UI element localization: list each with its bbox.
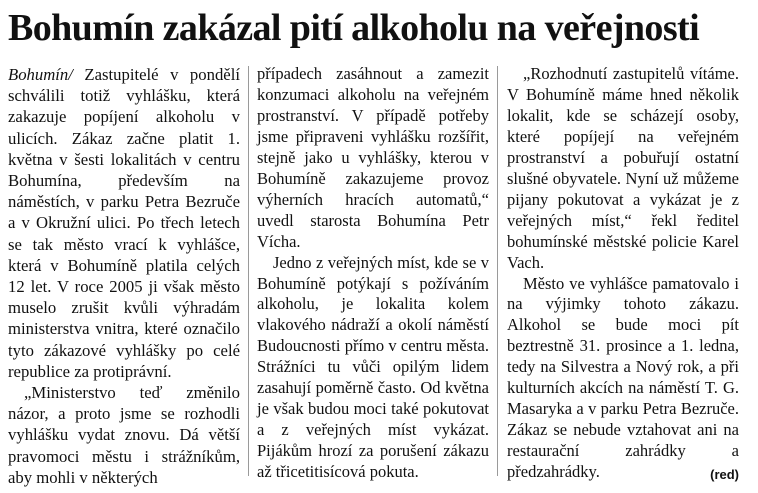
paragraph — [507, 274, 739, 484]
paragraph-text: Zastupitelé v pondělí schválili totiž vyhlášku, která zakazuje popíjení alkoholu v ulicích. Zákaz začne platit 1. května v šesti lokalitách v centru Bohumína, především na náměstích, v parku Petra Bezruče a v Okružní ulici. Po třech letech se tak město vrací k vyhlášce, která v Bohumíně platila celých 12 let. V roce 2005 ji však město muselo zrušit kvůli výhradám ministerstva vnitra, které označilo tyto zákazové vyhlášky po celé republice za protiprávní. — [8, 65, 240, 381]
author-signature: (red) — [710, 467, 739, 483]
headline: Bohumín zakázal pití alkoholu na veřejnosti — [8, 7, 700, 49]
paragraph-text: Město ve vyhlášce pamatovalo i na výjimky tohoto zákazu. Alkohol se bude moci pít beztrestně 31. prosince a 1. ledna, tedy na Silvestra a Nový rok, a při kulturních akcích na náměstí T. G. Masaryka a v parku Petra Bezruče. Zákaz se nebude vztahovat ani na restaurační zahrádky a předzahrádky. — [507, 273, 739, 482]
paragraph: „Rozhodnutí zastupitelů vítáme. V Bohumíně máme hned několik lokalit, kde se scházejí osoby, které popíjejí na veřejném prostranství a pobuřují ostatní slušné obyvatele. Nyní už můžeme pijany pokutovat a vykázat je z veřejných míst,“ řekl ředitel bohumínské městské policie Karel Vach. — [507, 64, 739, 272]
column-3 — [507, 64, 739, 486]
paragraph: případech zasáhnout a zamezit konzumaci alkoholu na veřejném prostranství. V případě potřeby jsme připraveni vyhlášku rozšířit, stejně jako u vyhlášky, kterou v Bohumíně zakazujeme provoz výherních hracích automatů,“ uvedl starosta Bohumína Petr Vícha. — [257, 64, 489, 251]
column-2 — [257, 64, 489, 483]
dateline: Bohumín/ — [8, 65, 73, 84]
paragraph: „Ministerstvo teď změnilo názor, a proto jsme se rozhodli vyhlášku vydat znovu. Dá větší pravomoci městu i strážníkům, aby mohli v některých — [8, 383, 240, 487]
paragraph — [8, 64, 240, 382]
paragraph: Jedno z veřejných míst, kde se v Bohumíně potýkají s požíváním alkoholu, je lokalita kolem vlakového nádraží a okolí náměstí Budoucnosti přímo v centru města. Strážníci tu vůči opilým lidem zasahují poměrně často. Od května je však budou moci také pokutovat a z veřejných míst vykázat. Pijákům hrozí za porušení zákazu až třicetitisícová pokuta. — [257, 252, 489, 482]
article-body — [0, 64, 758, 487]
column-1 — [8, 64, 240, 488]
